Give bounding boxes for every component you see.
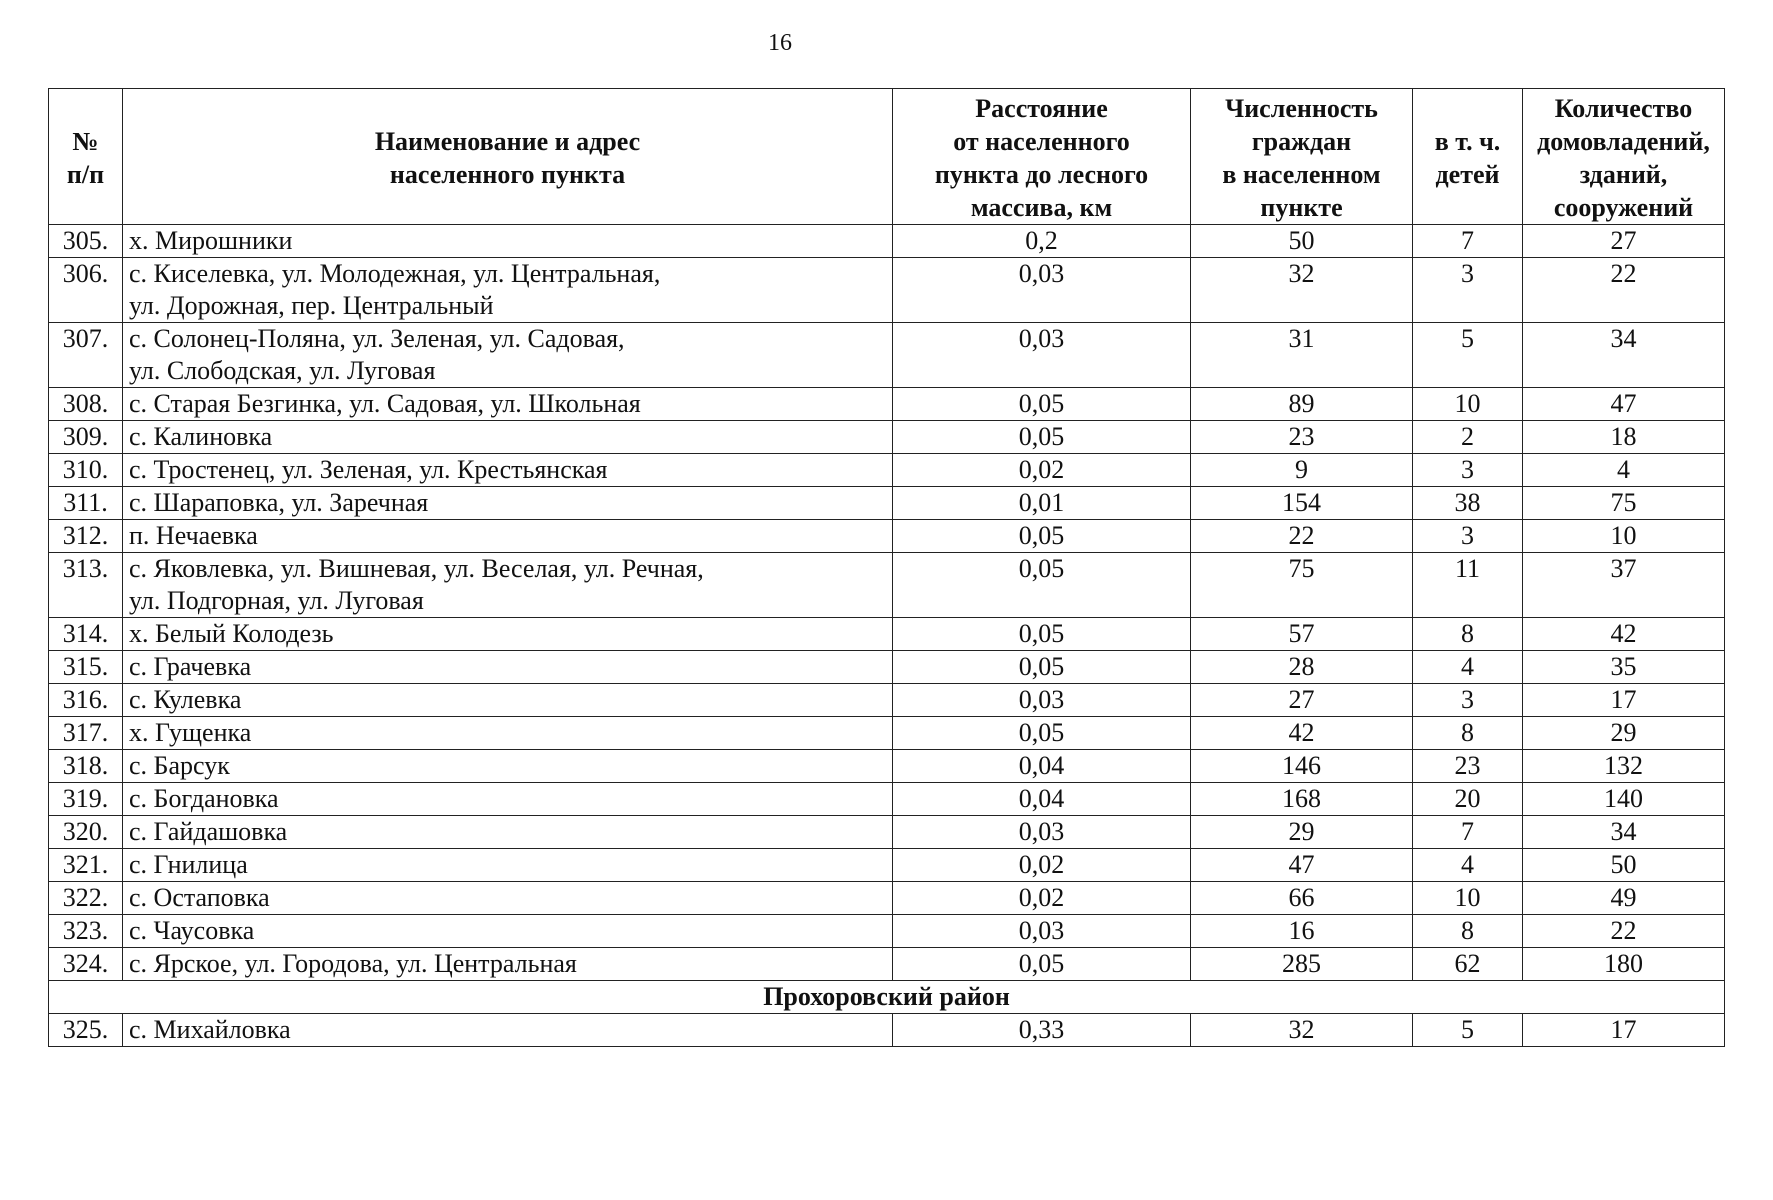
- distance-to-forest: 0,2: [893, 225, 1191, 258]
- table-row: [49, 520, 1725, 553]
- population: 32: [1191, 1014, 1413, 1047]
- children-count: 2: [1413, 421, 1523, 454]
- population: 42: [1191, 717, 1413, 750]
- table-row: [49, 1014, 1725, 1047]
- table-row: [49, 882, 1725, 915]
- table-header-row: [49, 89, 1725, 225]
- distance-to-forest: 0,04: [893, 783, 1191, 816]
- children-count: 8: [1413, 717, 1523, 750]
- distance-to-forest: 0,03: [893, 684, 1191, 717]
- header-children: в т. ч. детей: [1413, 89, 1523, 225]
- row-number: 308.: [49, 388, 123, 421]
- distance-to-forest: 0,01: [893, 487, 1191, 520]
- row-number: 306.: [49, 258, 123, 323]
- district-row: [49, 981, 1725, 1014]
- children-count: 5: [1413, 323, 1523, 388]
- buildings-count: 49: [1523, 882, 1725, 915]
- distance-to-forest: 0,05: [893, 553, 1191, 618]
- table-row: [49, 388, 1725, 421]
- buildings-count: 37: [1523, 553, 1725, 618]
- row-number: 305.: [49, 225, 123, 258]
- children-count: 3: [1413, 454, 1523, 487]
- population: 29: [1191, 816, 1413, 849]
- children-count: 8: [1413, 915, 1523, 948]
- buildings-count: 17: [1523, 684, 1725, 717]
- population: 23: [1191, 421, 1413, 454]
- table-row: [49, 651, 1725, 684]
- row-number: 310.: [49, 454, 123, 487]
- distance-to-forest: 0,02: [893, 882, 1191, 915]
- children-count: 62: [1413, 948, 1523, 981]
- distance-to-forest: 0,05: [893, 948, 1191, 981]
- settlement-name: с. Михайловка: [123, 1014, 893, 1047]
- buildings-count: 10: [1523, 520, 1725, 553]
- settlement-name: п. Нечаевка: [123, 520, 893, 553]
- header-distance: Расстояние от населенного пункта до лесного массива, км: [893, 89, 1191, 225]
- row-number: 321.: [49, 849, 123, 882]
- table-row: [49, 618, 1725, 651]
- settlement-name: с. Гнилица: [123, 849, 893, 882]
- table-row: [49, 849, 1725, 882]
- population: 16: [1191, 915, 1413, 948]
- buildings-count: 34: [1523, 816, 1725, 849]
- table-row: [49, 258, 1725, 323]
- children-count: 20: [1413, 783, 1523, 816]
- settlement-name: с. Яковлевка, ул. Вишневая, ул. Веселая, ул. Речная, ул. Подгорная, ул. Луговая: [123, 553, 893, 618]
- row-number: 325.: [49, 1014, 123, 1047]
- population: 32: [1191, 258, 1413, 323]
- distance-to-forest: 0,05: [893, 421, 1191, 454]
- buildings-count: 42: [1523, 618, 1725, 651]
- table-row: [49, 750, 1725, 783]
- settlement-name: х. Белый Колодезь: [123, 618, 893, 651]
- population: 9: [1191, 454, 1413, 487]
- row-number: 317.: [49, 717, 123, 750]
- header-buildings: Количество домовладений, зданий, сооружений: [1523, 89, 1725, 225]
- children-count: 5: [1413, 1014, 1523, 1047]
- settlement-name: х. Гущенка: [123, 717, 893, 750]
- distance-to-forest: 0,04: [893, 750, 1191, 783]
- distance-to-forest: 0,05: [893, 618, 1191, 651]
- buildings-count: 75: [1523, 487, 1725, 520]
- buildings-count: 17: [1523, 1014, 1725, 1047]
- buildings-count: 29: [1523, 717, 1725, 750]
- children-count: 10: [1413, 882, 1523, 915]
- settlement-name: с. Гайдашовка: [123, 816, 893, 849]
- settlement-name: с. Солонец-Поляна, ул. Зеленая, ул. Садовая, ул. Слободская, ул. Луговая: [123, 323, 893, 388]
- settlement-name: с. Чаусовка: [123, 915, 893, 948]
- table-row: [49, 454, 1725, 487]
- settlement-name: с. Ярское, ул. Городова, ул. Центральная: [123, 948, 893, 981]
- settlement-name: с. Тростенец, ул. Зеленая, ул. Крестьянская: [123, 454, 893, 487]
- distance-to-forest: 0,02: [893, 454, 1191, 487]
- table-row: [49, 717, 1725, 750]
- children-count: 38: [1413, 487, 1523, 520]
- table-row: [49, 553, 1725, 618]
- row-number: 323.: [49, 915, 123, 948]
- page-number: 16: [768, 30, 792, 56]
- settlement-name: с. Барсук: [123, 750, 893, 783]
- children-count: 3: [1413, 258, 1523, 323]
- row-number: 314.: [49, 618, 123, 651]
- population: 57: [1191, 618, 1413, 651]
- settlement-name: с. Остаповка: [123, 882, 893, 915]
- distance-to-forest: 0,05: [893, 651, 1191, 684]
- settlement-name: с. Грачевка: [123, 651, 893, 684]
- header-name: Наименование и адрес населенного пункта: [123, 89, 893, 225]
- population: 75: [1191, 553, 1413, 618]
- distance-to-forest: 0,02: [893, 849, 1191, 882]
- children-count: 11: [1413, 553, 1523, 618]
- settlement-name: с. Шараповка, ул. Заречная: [123, 487, 893, 520]
- row-number: 320.: [49, 816, 123, 849]
- buildings-count: 50: [1523, 849, 1725, 882]
- row-number: 319.: [49, 783, 123, 816]
- district-heading: Прохоровский район: [49, 981, 1725, 1014]
- table-row: [49, 225, 1725, 258]
- buildings-count: 34: [1523, 323, 1725, 388]
- table-row: [49, 323, 1725, 388]
- buildings-count: 35: [1523, 651, 1725, 684]
- children-count: 10: [1413, 388, 1523, 421]
- row-number: 316.: [49, 684, 123, 717]
- population: 27: [1191, 684, 1413, 717]
- settlement-name: с. Калиновка: [123, 421, 893, 454]
- population: 285: [1191, 948, 1413, 981]
- row-number: 309.: [49, 421, 123, 454]
- table-row: [49, 684, 1725, 717]
- table-row: [49, 421, 1725, 454]
- buildings-count: 18: [1523, 421, 1725, 454]
- buildings-count: 22: [1523, 915, 1725, 948]
- children-count: 4: [1413, 651, 1523, 684]
- settlement-name: с. Киселевка, ул. Молодежная, ул. Центральная, ул. Дорожная, пер. Центральный: [123, 258, 893, 323]
- table-row: [49, 487, 1725, 520]
- population: 31: [1191, 323, 1413, 388]
- distance-to-forest: 0,03: [893, 258, 1191, 323]
- table-row: [49, 915, 1725, 948]
- settlement-name: с. Богдановка: [123, 783, 893, 816]
- row-number: 312.: [49, 520, 123, 553]
- distance-to-forest: 0,05: [893, 717, 1191, 750]
- children-count: 3: [1413, 520, 1523, 553]
- distance-to-forest: 0,03: [893, 816, 1191, 849]
- distance-to-forest: 0,03: [893, 323, 1191, 388]
- distance-to-forest: 0,05: [893, 388, 1191, 421]
- buildings-count: 140: [1523, 783, 1725, 816]
- header-number: № п/п: [49, 89, 123, 225]
- children-count: 8: [1413, 618, 1523, 651]
- table-row: [49, 948, 1725, 981]
- header-population: Численность граждан в населенном пункте: [1191, 89, 1413, 225]
- settlement-name: х. Мирошники: [123, 225, 893, 258]
- row-number: 307.: [49, 323, 123, 388]
- population: 154: [1191, 487, 1413, 520]
- population: 89: [1191, 388, 1413, 421]
- row-number: 318.: [49, 750, 123, 783]
- row-number: 315.: [49, 651, 123, 684]
- children-count: 23: [1413, 750, 1523, 783]
- children-count: 7: [1413, 225, 1523, 258]
- buildings-count: 22: [1523, 258, 1725, 323]
- settlements-table: [48, 88, 1725, 1047]
- table-row: [49, 783, 1725, 816]
- buildings-count: 4: [1523, 454, 1725, 487]
- distance-to-forest: 0,33: [893, 1014, 1191, 1047]
- children-count: 3: [1413, 684, 1523, 717]
- row-number: 311.: [49, 487, 123, 520]
- population: 168: [1191, 783, 1413, 816]
- buildings-count: 132: [1523, 750, 1725, 783]
- table-body: [49, 225, 1725, 1047]
- buildings-count: 180: [1523, 948, 1725, 981]
- settlement-name: с. Кулевка: [123, 684, 893, 717]
- buildings-count: 27: [1523, 225, 1725, 258]
- children-count: 7: [1413, 816, 1523, 849]
- row-number: 313.: [49, 553, 123, 618]
- population: 28: [1191, 651, 1413, 684]
- population: 22: [1191, 520, 1413, 553]
- table-row: [49, 816, 1725, 849]
- children-count: 4: [1413, 849, 1523, 882]
- population: 47: [1191, 849, 1413, 882]
- row-number: 324.: [49, 948, 123, 981]
- settlement-name: с. Старая Безгинка, ул. Садовая, ул. Школьная: [123, 388, 893, 421]
- row-number: 322.: [49, 882, 123, 915]
- population: 146: [1191, 750, 1413, 783]
- population: 66: [1191, 882, 1413, 915]
- distance-to-forest: 0,05: [893, 520, 1191, 553]
- distance-to-forest: 0,03: [893, 915, 1191, 948]
- population: 50: [1191, 225, 1413, 258]
- buildings-count: 47: [1523, 388, 1725, 421]
